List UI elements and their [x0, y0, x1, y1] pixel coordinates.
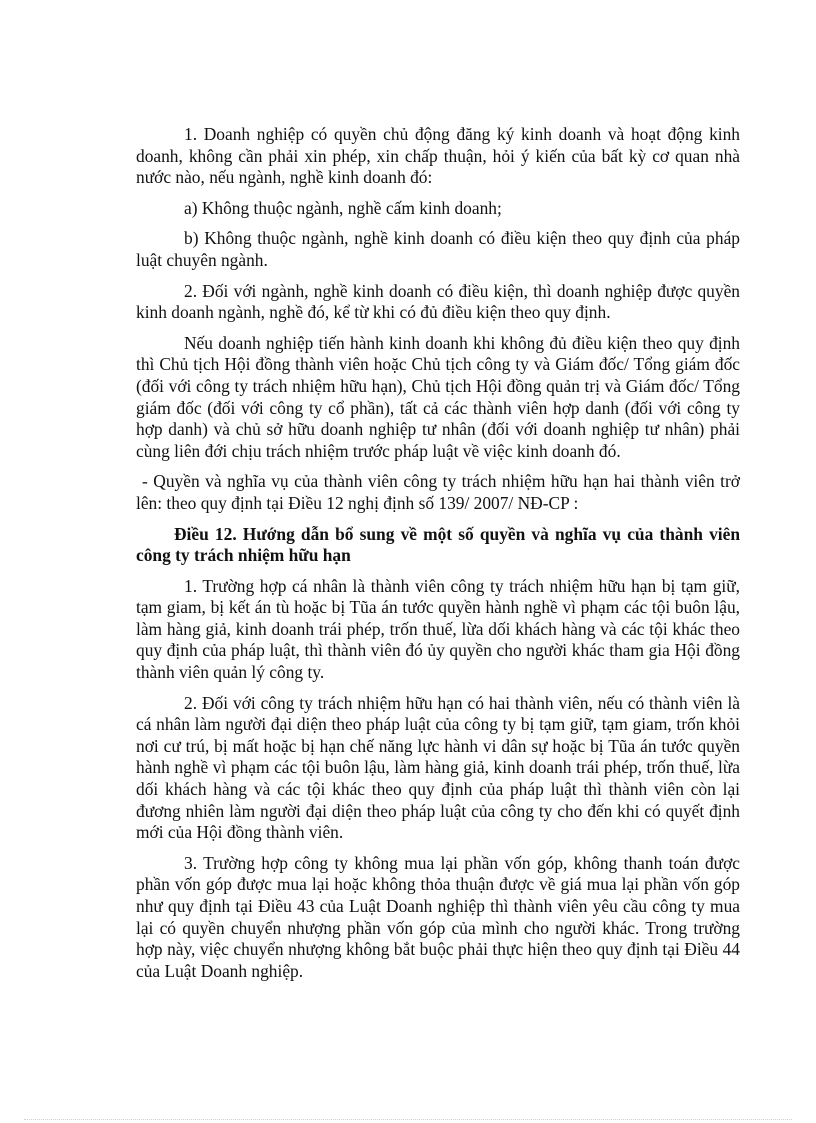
dash-paragraph: - Quyền và nghĩa vụ của thành viên công ty trách nhiệm hữu hạn hai thành viên trở lên: theo quy định tại Điều 12 nghị định số 139/ 2007/ NĐ-CP :: [136, 471, 740, 513]
paragraph-clause-2: 2. Đối với công ty trách nhiệm hữu hạn có hai thành viên, nếu có thành viên là cá nhân làm người đại diện theo pháp luật của công ty bị tạm giữ, tạm giam, trốn khỏi nơi cư trú, bị mất hoặc bị hạn chế năng lực hành vi dân sự hoặc bị Tũa án tước quyền hành nghề vì phạm các tội buôn lậu, làm hàng giả, kinh doanh trái phép, trốn thuế, lừa dối khách hàng và các tội khác theo quy định của pháp luật thì thành viên còn lại đương nhiên làm người đại diện theo pháp luật của công ty cho đến khi có quyết định mới của Hội đồng thành viên.: [136, 692, 740, 843]
page-bottom-divider: [24, 1119, 792, 1120]
paragraph-clause-1: 1. Trường hợp cá nhân là thành viên công ty trách nhiệm hữu hạn bị tạm giữ, tạm giam, bị kết án tù hoặc bị Tũa án tước quyền hành nghề vì phạm các tội buôn lậu, làm hàng giả, kinh doanh trái phép, trốn thuế, lừa dối khách hàng và các tội khác theo quy định của pháp luật, thì thành viên đó ủy quyền cho người khác tham gia Hội đồng thành viên quản lý công ty.: [136, 575, 740, 683]
article-heading: Điều 12. Hướng dẫn bổ sung về một số quyền và nghĩa vụ của thành viên công ty trách nhiệm hữu hạn: [136, 523, 740, 566]
paragraph-3: b) Không thuộc ngành, nghề kinh doanh có điều kiện theo quy định của pháp luật chuyên ngành.: [136, 228, 740, 270]
paragraph-5: Nếu doanh nghiệp tiến hành kinh doanh khi không đủ điều kiện theo quy định thì Chủ tịch Hội đồng thành viên hoặc Chủ tịch công ty và Giám đốc/ Tổng giám đốc (đối với công ty trách nhiệm hữu hạn), Chủ tịch Hội đồng quản trị và Giám đốc/ Tổng giám đốc (đối với công ty cổ phần), tất cả các thành viên hợp danh (đối với công ty hợp danh) và chủ sở hữu doanh nghiệp tư nhân (đối với doanh nghiệp tư nhân) phải cùng liên đới chịu trách nhiệm trước pháp luật về việc kinh doanh đó.: [136, 332, 740, 461]
paragraph-1: 1. Doanh nghiệp có quyền chủ động đăng ký kinh doanh và hoạt động kinh doanh, không cần phải xin phép, xin chấp thuận, hỏi ý kiến của bất kỳ cơ quan nhà nước nào, nếu ngành, nghề kinh doanh đó:: [136, 124, 740, 188]
paragraph-clause-3: 3. Trường hợp công ty không mua lại phần vốn góp, không thanh toán được phần vốn góp được mua lại hoặc không thỏa thuận được về giá mua lại phần vốn góp như quy định tại Điều 43 của Luật Doanh nghiệp thì thành viên yêu cầu công ty mua lại có quyền chuyển nhượng phần vốn góp của mình cho người khác. Trong trường hợp này, việc chuyển nhượng không bắt buộc phải thực hiện theo quy định tại Điều 44 của Luật Doanh nghiệp.: [136, 852, 740, 981]
paragraph-2: a) Không thuộc ngành, nghề cấm kinh doanh;: [184, 197, 502, 218]
paragraph-4: 2. Đối với ngành, nghề kinh doanh có điều kiện, thì doanh nghiệp được quyền kinh doanh ngành, nghề đó, kể từ khi có đủ điều kiện theo quy định.: [136, 280, 740, 323]
document-body: [136, 124, 740, 982]
